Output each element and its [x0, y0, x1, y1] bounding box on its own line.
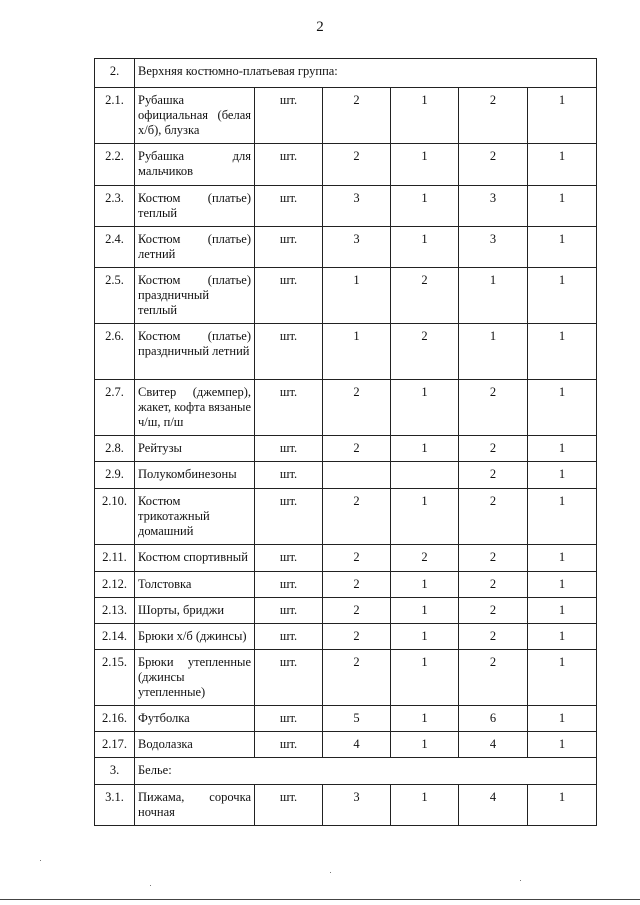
- value-cell: 2: [459, 545, 528, 572]
- unit-cell: шт.: [255, 545, 323, 572]
- value-cell: 1: [391, 572, 459, 598]
- value-cell: 2: [323, 650, 391, 706]
- value-cell: 2: [323, 88, 391, 144]
- row-number: 2.5.: [95, 268, 135, 324]
- value-cell: 1: [391, 489, 459, 545]
- value-cell: 1: [528, 489, 597, 545]
- item-name: Костюм (платье) праздничный летний: [135, 324, 255, 380]
- section-row: [95, 59, 597, 88]
- item-name: Толстовка: [135, 572, 255, 598]
- item-name: Пижама, сорочка ночная: [135, 785, 255, 826]
- value-cell: 2: [323, 624, 391, 650]
- section-row: [95, 758, 597, 785]
- value-cell: 3: [323, 186, 391, 227]
- scan-speck: [150, 885, 151, 886]
- value-cell: 2: [459, 598, 528, 624]
- row-number: 2.6.: [95, 324, 135, 380]
- value-cell: 2: [391, 268, 459, 324]
- unit-cell: шт.: [255, 785, 323, 826]
- value-cell: 3: [459, 186, 528, 227]
- value-cell: 2: [323, 572, 391, 598]
- value-cell: 2: [459, 572, 528, 598]
- table-row: [95, 186, 597, 227]
- table-row: [95, 380, 597, 436]
- row-number: 2.16.: [95, 706, 135, 732]
- unit-cell: шт.: [255, 88, 323, 144]
- row-number: 2.12.: [95, 572, 135, 598]
- unit-cell: шт.: [255, 186, 323, 227]
- table-row: [95, 227, 597, 268]
- table-row: [95, 324, 597, 380]
- item-name: Брюки утепленные (джинсы утепленные): [135, 650, 255, 706]
- clothing-norms-table: [94, 58, 597, 826]
- value-cell: 2: [323, 380, 391, 436]
- value-cell: 1: [391, 227, 459, 268]
- table-row: [95, 545, 597, 572]
- section-title: Верхняя костюмно-платьевая группа:: [135, 59, 597, 88]
- row-number: 2.17.: [95, 732, 135, 758]
- value-cell: 1: [528, 380, 597, 436]
- table-row: [95, 732, 597, 758]
- row-number: 2.2.: [95, 144, 135, 186]
- unit-cell: шт.: [255, 324, 323, 380]
- table-row: [95, 144, 597, 186]
- value-cell: 1: [391, 706, 459, 732]
- item-name: Свитер (джемпер), жакет, кофта вязаные ч/ш, п/ш: [135, 380, 255, 436]
- row-number: 2.14.: [95, 624, 135, 650]
- unit-cell: шт.: [255, 650, 323, 706]
- value-cell: 1: [528, 144, 597, 186]
- value-cell: 2: [459, 489, 528, 545]
- item-name: Рубашка официальная (белая х/б), блузка: [135, 88, 255, 144]
- value-cell: 2: [323, 489, 391, 545]
- unit-cell: шт.: [255, 706, 323, 732]
- row-number: 2.4.: [95, 227, 135, 268]
- value-cell: 3: [459, 227, 528, 268]
- item-name: Брюки х/б (джинсы): [135, 624, 255, 650]
- item-name: Костюм трикотажный домашний: [135, 489, 255, 545]
- value-cell: [323, 462, 391, 489]
- value-cell: 4: [323, 732, 391, 758]
- unit-cell: шт.: [255, 624, 323, 650]
- value-cell: 1: [528, 572, 597, 598]
- table-row: [95, 489, 597, 545]
- row-number: 2.10.: [95, 489, 135, 545]
- table-row: [95, 572, 597, 598]
- value-cell: 1: [528, 186, 597, 227]
- value-cell: 2: [459, 462, 528, 489]
- value-cell: 2: [391, 545, 459, 572]
- value-cell: 1: [391, 598, 459, 624]
- unit-cell: шт.: [255, 436, 323, 462]
- row-number: 2.9.: [95, 462, 135, 489]
- row-number: 2.15.: [95, 650, 135, 706]
- value-cell: 1: [459, 268, 528, 324]
- item-name: Костюм (платье) летний: [135, 227, 255, 268]
- value-cell: 2: [323, 436, 391, 462]
- value-cell: 1: [391, 732, 459, 758]
- value-cell: 2: [459, 650, 528, 706]
- value-cell: 2: [391, 324, 459, 380]
- item-name: Водолазка: [135, 732, 255, 758]
- value-cell: 2: [459, 88, 528, 144]
- value-cell: 1: [323, 268, 391, 324]
- page-number: 2: [316, 19, 324, 35]
- table-row: [95, 624, 597, 650]
- value-cell: 1: [528, 324, 597, 380]
- item-name: Костюм спортивный: [135, 545, 255, 572]
- unit-cell: шт.: [255, 572, 323, 598]
- item-name: Полукомбинезоны: [135, 462, 255, 489]
- value-cell: 1: [391, 88, 459, 144]
- value-cell: 1: [391, 186, 459, 227]
- row-number: 2.8.: [95, 436, 135, 462]
- scan-speck: [520, 880, 521, 881]
- value-cell: 1: [528, 268, 597, 324]
- value-cell: 3: [323, 227, 391, 268]
- value-cell: 1: [391, 650, 459, 706]
- unit-cell: шт.: [255, 268, 323, 324]
- value-cell: 3: [323, 785, 391, 826]
- scan-speck: [330, 872, 331, 873]
- unit-cell: шт.: [255, 732, 323, 758]
- value-cell: 2: [459, 144, 528, 186]
- unit-cell: шт.: [255, 380, 323, 436]
- row-number: 2.13.: [95, 598, 135, 624]
- item-name: Шорты, бриджи: [135, 598, 255, 624]
- value-cell: 4: [459, 732, 528, 758]
- value-cell: 5: [323, 706, 391, 732]
- section-number: 3.: [95, 758, 135, 785]
- table-row: [95, 650, 597, 706]
- row-number: 2.7.: [95, 380, 135, 436]
- table-row: [95, 268, 597, 324]
- scan-speck: [40, 860, 41, 861]
- value-cell: 1: [391, 144, 459, 186]
- table-row: [95, 462, 597, 489]
- value-cell: 2: [323, 144, 391, 186]
- value-cell: 2: [459, 436, 528, 462]
- value-cell: 1: [528, 88, 597, 144]
- value-cell: 1: [528, 732, 597, 758]
- row-number: 3.1.: [95, 785, 135, 826]
- table-row: [95, 436, 597, 462]
- scan-bottom-edge: [0, 899, 640, 900]
- item-name: Костюм (платье) теплый: [135, 186, 255, 227]
- table-row: [95, 785, 597, 826]
- value-cell: 1: [528, 436, 597, 462]
- value-cell: 1: [528, 598, 597, 624]
- table-row: [95, 598, 597, 624]
- value-cell: 4: [459, 785, 528, 826]
- value-cell: 1: [528, 545, 597, 572]
- value-cell: 1: [391, 380, 459, 436]
- unit-cell: шт.: [255, 227, 323, 268]
- item-name: Рейтузы: [135, 436, 255, 462]
- section-title: Белье:: [135, 758, 597, 785]
- item-name: Костюм (платье) праздничный теплый: [135, 268, 255, 324]
- table-row: [95, 88, 597, 144]
- value-cell: 2: [459, 380, 528, 436]
- row-number: 2.11.: [95, 545, 135, 572]
- value-cell: 1: [528, 462, 597, 489]
- item-name: Рубашка для мальчиков: [135, 144, 255, 186]
- value-cell: 2: [323, 598, 391, 624]
- value-cell: 1: [391, 624, 459, 650]
- row-number: 2.3.: [95, 186, 135, 227]
- value-cell: 1: [528, 624, 597, 650]
- value-cell: 2: [323, 545, 391, 572]
- value-cell: 1: [528, 785, 597, 826]
- unit-cell: шт.: [255, 144, 323, 186]
- item-name: Футболка: [135, 706, 255, 732]
- unit-cell: шт.: [255, 489, 323, 545]
- value-cell: 1: [323, 324, 391, 380]
- value-cell: 1: [528, 706, 597, 732]
- table-row: [95, 706, 597, 732]
- unit-cell: шт.: [255, 598, 323, 624]
- value-cell: 1: [528, 227, 597, 268]
- row-number: 2.1.: [95, 88, 135, 144]
- value-cell: [391, 462, 459, 489]
- section-number: 2.: [95, 59, 135, 88]
- value-cell: 2: [459, 624, 528, 650]
- value-cell: 1: [528, 650, 597, 706]
- value-cell: 6: [459, 706, 528, 732]
- value-cell: 1: [459, 324, 528, 380]
- value-cell: 1: [391, 436, 459, 462]
- unit-cell: шт.: [255, 462, 323, 489]
- value-cell: 1: [391, 785, 459, 826]
